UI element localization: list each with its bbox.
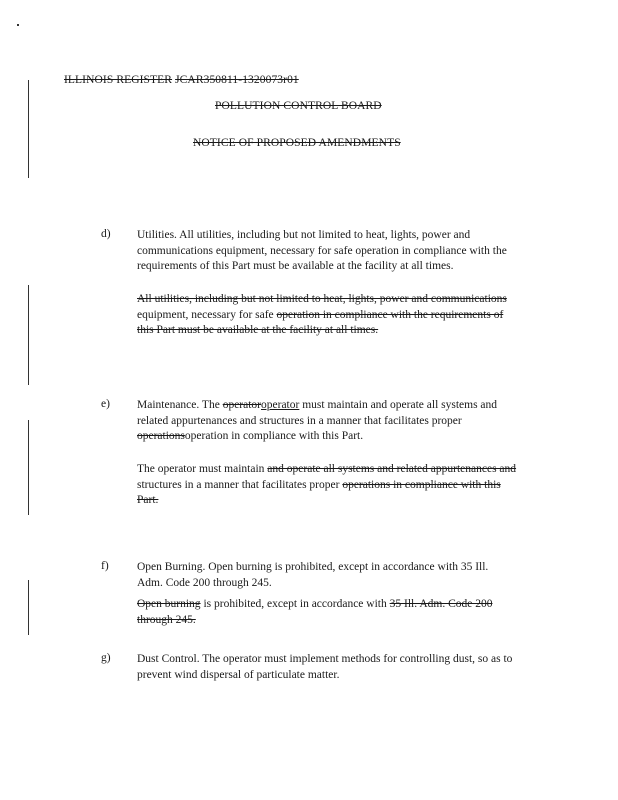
change-bar xyxy=(28,80,29,178)
scan-mark xyxy=(17,24,19,26)
section-d-old-text: All utilities, including but not limited to heat, lights, power and communications equipment, necessary for safe operation in compliance with the requirements of this Part must be available at the facility at all times. xyxy=(137,293,507,336)
section-e-old-text: The operator must maintain and operate all systems and related appurtenances and structures in a manner that facilitates proper operations in compliance with this Part. xyxy=(137,463,517,506)
section-d-label: d) xyxy=(101,228,111,240)
change-bar xyxy=(28,420,29,515)
section-f-old-text: Open burning is prohibited, except in accordance with 35 Ill. Adm. Code 200 through 245. xyxy=(137,598,493,626)
section-f-label: f) xyxy=(101,560,109,572)
register-header xyxy=(64,74,299,86)
section-e-label: e) xyxy=(101,398,110,410)
notice-title: NOTICE OF PROPOSED AMENDMENTS xyxy=(193,137,401,149)
doc-code: JCAR350811-1320073r01 xyxy=(175,74,299,86)
board-title: POLLUTION CONTROL BOARD xyxy=(215,100,382,112)
change-bar xyxy=(28,580,29,635)
section-g-text: Dust Control. The operator must implement methods for controlling dust, so as to prevent wind dispersal of particulate matter. xyxy=(137,653,513,681)
section-d-text: Utilities. All utilities, including but not limited to heat, lights, power and communications equipment, necessary for safe operation in compliance with the requirements of this Part must be available at the facility at all times. xyxy=(137,229,507,272)
section-f-text: Open Burning. Open burning is prohibited, except in accordance with 35 Ill. Adm. Code 200 through 245. xyxy=(137,561,489,589)
section-g-label: g) xyxy=(101,652,111,664)
change-bar xyxy=(28,285,29,385)
register-title: ILLINOIS REGISTER xyxy=(64,74,173,86)
section-e-text: Maintenance. The operatoroperator must maintain and operate all systems and related appurtenances and structures in a manner that facilitates proper operationsoperation in compliance with this Part. xyxy=(137,399,498,442)
